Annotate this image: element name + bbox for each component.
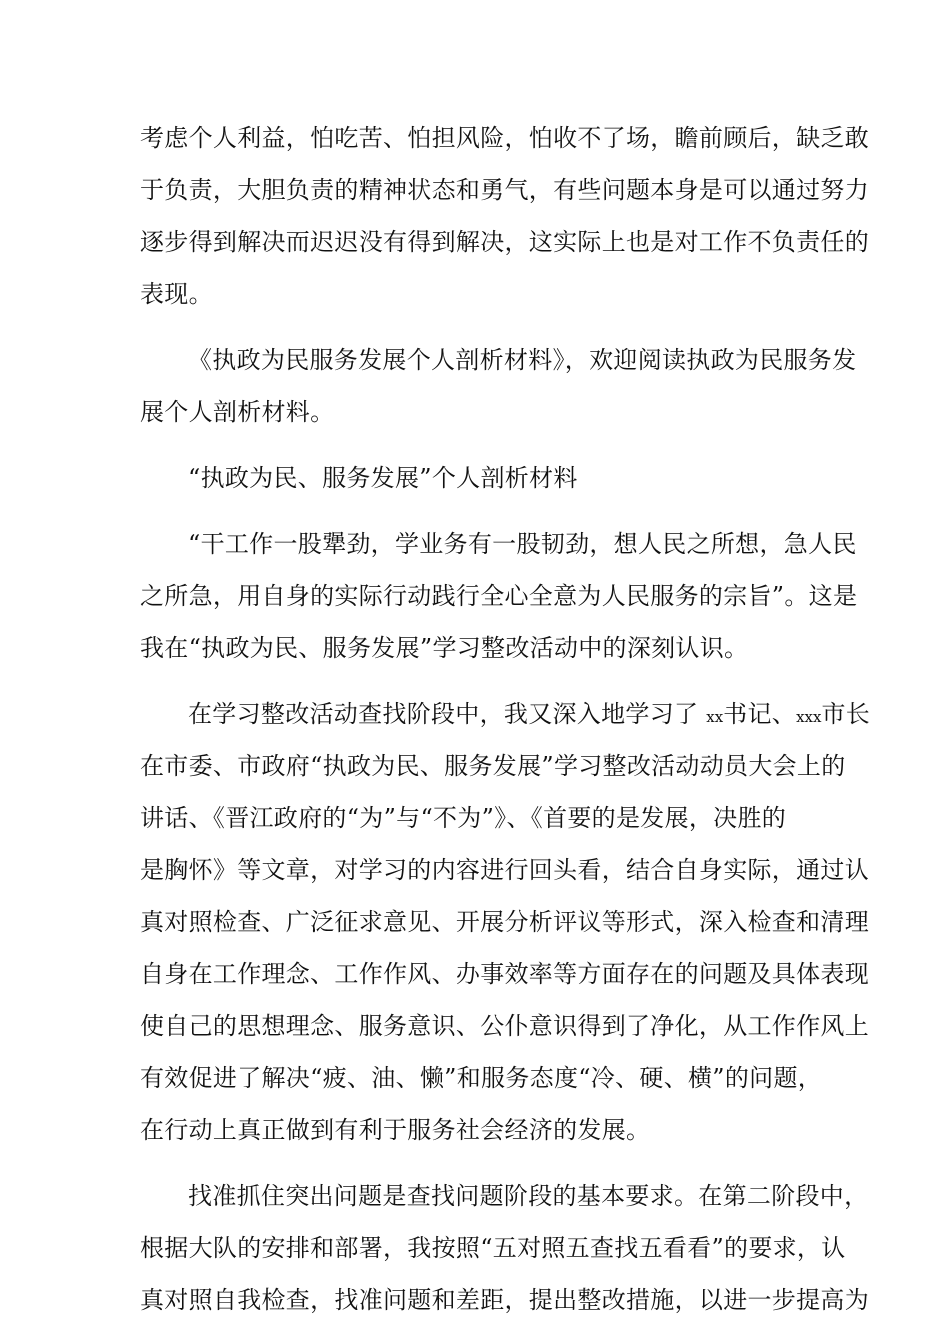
section-heading xyxy=(140,452,830,504)
text-line: 自身在工作理念、工作作风、办事效率等方面存在的问题及具体表现 xyxy=(140,960,869,988)
paragraph xyxy=(140,518,858,674)
text-line: 之所急，用自身的实际行动践行全心全意为人民服务的宗旨”。这是 xyxy=(140,582,858,610)
text-run: 书记、 xyxy=(723,700,797,728)
text-line: 是胸怀》等文章，对学习的内容进行回头看，结合自身实际，通过认 xyxy=(140,856,869,884)
text-line: “干工作一股犟劲，学业务有一股韧劲，想人民之所想，急人民 xyxy=(188,530,857,558)
text-line: 我在“执政为民、服务发展”学习整改活动中的深刻认识。 xyxy=(140,634,749,662)
text-run: 在学习整改活动查找阶段中，我又深入地学习了 xyxy=(188,700,699,728)
document-body xyxy=(140,112,871,1326)
text-line: 展个人剖析材料。 xyxy=(140,398,335,426)
text-line: 真对照自我检查，找准问题和差距，提出整改措施，以进一步提高为 xyxy=(140,1286,869,1314)
text-line: 在行动上真正做到有利于服务社会经济的发展。 xyxy=(140,1116,651,1144)
text-run: 市长 xyxy=(821,700,871,728)
paragraph xyxy=(140,1170,869,1326)
text-line: 在市委、市政府“执政为民、服务发展”学习整改活动动员大会上的 xyxy=(140,752,846,780)
text-line: 表现。 xyxy=(140,280,213,308)
heading-line: “执政为民、服务发展”个人剖析材料 xyxy=(188,464,578,492)
paragraph xyxy=(140,334,857,438)
text-line: 使自己的思想理念、服务意识、公仆意识得到了净化，从工作作风上 xyxy=(140,1012,869,1040)
text-line: 逐步得到解决而迟迟没有得到解决，这实际上也是对工作不负责任的 xyxy=(140,228,869,256)
text-line: 讲话、《晋江政府的“为”与“不为”》、《首要的是发展，决胜的 xyxy=(140,804,787,832)
text-line xyxy=(140,688,871,740)
text-run: xx xyxy=(706,708,724,726)
paragraph xyxy=(140,688,871,1156)
text-line: 《执政为民服务发展个人剖析材料》，欢迎阅读执政为民服务发 xyxy=(188,346,857,374)
paragraph xyxy=(140,112,869,320)
text-line: 真对照检查、广泛征求意见、开展分析评议等形式，深入检查和清理 xyxy=(140,908,869,936)
text-run: xxx xyxy=(796,708,822,726)
text-line: 考虑个人利益，怕吃苦、怕担风险，怕收不了场，瞻前顾后，缺乏敢 xyxy=(140,124,869,152)
text-line: 根据大队的安排和部署，我按照“五对照五查找五看看”的要求，认 xyxy=(140,1234,846,1262)
text-line: 有效促进了解决“疲、油、懒”和服务态度“冷、硬、横”的问题， xyxy=(140,1064,823,1092)
text-line: 于负责，大胆负责的精神状态和勇气，有些问题本身是可以通过努力 xyxy=(140,176,869,204)
text-line: 找准抓住突出问题是查找问题阶段的基本要求。在第二阶段中， xyxy=(188,1182,869,1210)
